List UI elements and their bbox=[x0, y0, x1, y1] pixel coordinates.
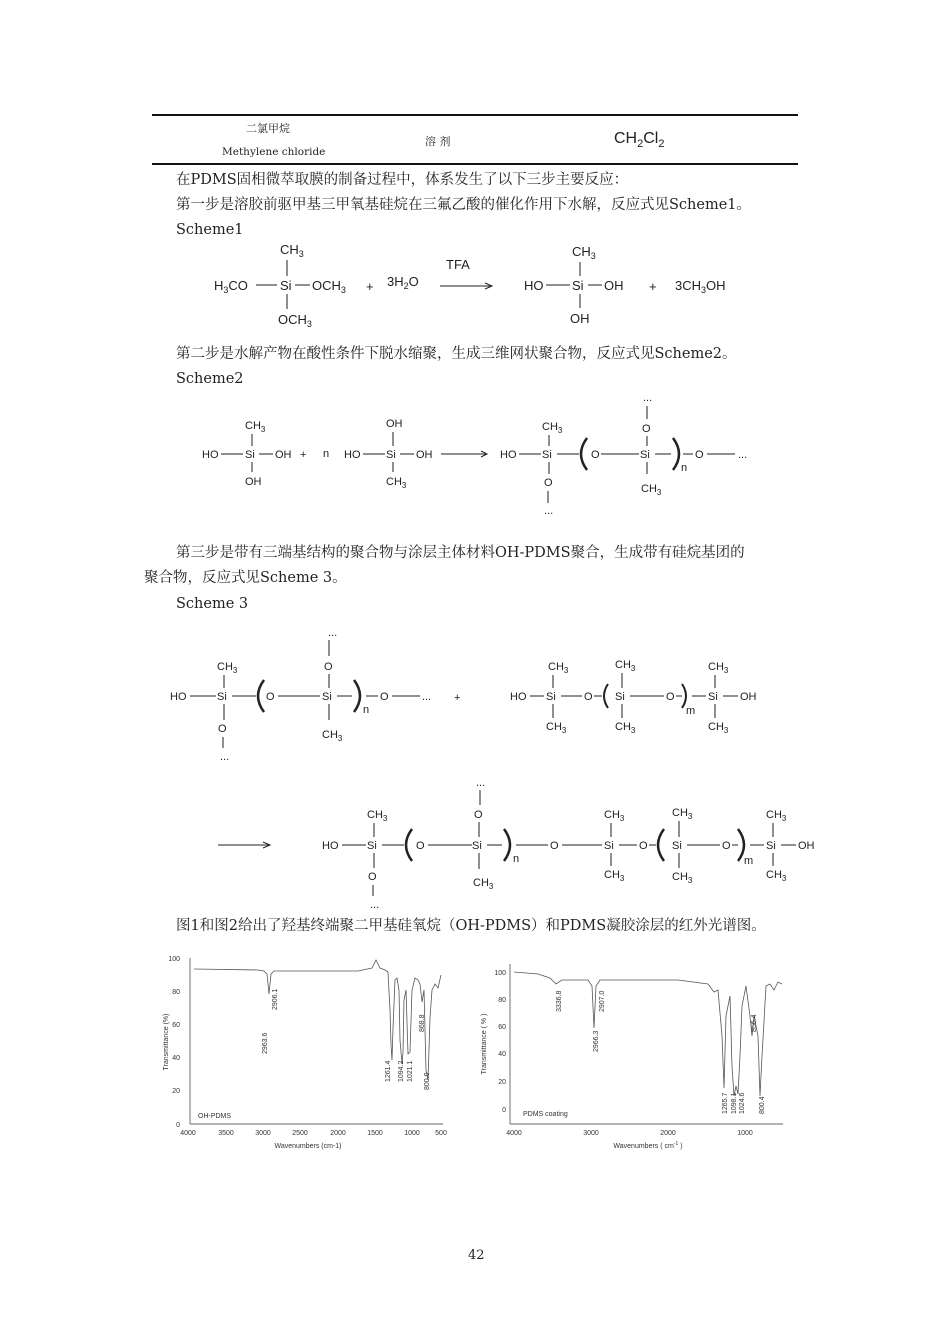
s1-plus-2: + bbox=[649, 279, 657, 294]
s1-oh-right-prod: OH bbox=[604, 278, 624, 293]
solvent-name-en: Methylene chloride bbox=[222, 146, 326, 158]
spec2-ytick-40: 40 bbox=[498, 1051, 506, 1058]
paragraph-step1: 第一步是溶胶前驱甲基三甲氧基硅烷在三氟乙酸的催化作用下水解，反应式见Scheme1。 bbox=[176, 197, 752, 213]
s3-o-chain-r1: O bbox=[266, 691, 275, 703]
s3-ch3-r2b-top: $CH_3$ bbox=[615, 659, 636, 673]
spec2-peak-2966: 2966.3 bbox=[593, 1030, 600, 1052]
ir-spectrum-pdms-coating bbox=[478, 956, 790, 1156]
s2-dots-end: ... bbox=[738, 449, 748, 461]
s3-ch3-p4-top: $CH_3$ bbox=[672, 807, 693, 821]
s2-ho-prod: HO bbox=[500, 449, 517, 461]
s1-h3co: $H_3CO$ bbox=[214, 278, 248, 295]
s2-n-coef: n bbox=[323, 448, 330, 460]
s3-ho-r1: HO bbox=[170, 691, 187, 703]
s3-n-p: n bbox=[513, 853, 520, 865]
paragraph-step2: 第二步是水解产物在酸性条件下脱水缩聚，生成三维网状聚合物，反应式见Scheme2。 bbox=[176, 346, 737, 362]
s3-dots-r1-bottom: ... bbox=[220, 751, 230, 763]
s3-si-p5: Si bbox=[766, 840, 776, 852]
s3-ch3-r2b-bottom: $CH_3$ bbox=[615, 721, 636, 735]
spec1-xtick-2500: 2500 bbox=[292, 1130, 308, 1137]
table-bottom-rule bbox=[152, 163, 798, 165]
s3-si-p1: Si bbox=[367, 840, 377, 852]
s3-ch3-r2a-top: $CH_3$ bbox=[548, 661, 569, 675]
spec1-xlabel: Wavenumbers (cm-1) bbox=[274, 1143, 342, 1150]
spec1-xtick-1000: 1000 bbox=[404, 1130, 420, 1137]
spec1-peak-2906: 2906.1 bbox=[272, 988, 279, 1010]
s2-ho-b: HO bbox=[344, 449, 361, 461]
paragraph-step3-line1: 第三步是带有三端基结构的聚合物与涂层主体材料OH-PDMS聚合，生成带有硅烷基团的 bbox=[176, 545, 745, 561]
s3-ho-r2: HO bbox=[510, 691, 527, 703]
spec2-trace bbox=[514, 972, 782, 1096]
s3-o-r2a: O bbox=[584, 691, 593, 703]
s3-si-r1b: Si bbox=[322, 691, 332, 703]
paragraph-intro: 在PDMS固相微萃取膜的制备过程中，体系发生了以下三步主要反应： bbox=[176, 172, 629, 188]
spec1-ytick-0: 0 bbox=[176, 1122, 180, 1129]
s3-o-r1: O bbox=[218, 723, 227, 735]
scheme2-label: Scheme2 bbox=[176, 371, 244, 387]
solvent-formula: $CH_2Cl_2$ bbox=[614, 130, 665, 151]
scheme3-label: Scheme 3 bbox=[176, 596, 249, 612]
spec1-peak-1261: 1261.4 bbox=[385, 1060, 392, 1082]
scheme1-diagram bbox=[200, 234, 760, 334]
spec1-ytick-20: 20 bbox=[172, 1088, 180, 1095]
s2-si-prod-1: Si bbox=[542, 449, 552, 461]
table-top-rule bbox=[152, 114, 798, 116]
spec2-peak-2907: 2907.0 bbox=[599, 990, 606, 1012]
s3-o-up-p: O bbox=[474, 809, 483, 821]
spec2-peak-1265: 1265.7 bbox=[722, 1092, 729, 1114]
s1-och3-bottom: $OCH_3$ bbox=[278, 312, 312, 329]
s3-si-r2a: Si bbox=[546, 691, 556, 703]
s2-o-chain: O bbox=[591, 449, 600, 461]
s1-ch3-prod: $CH_3$ bbox=[572, 244, 596, 261]
spec1-ytick-100: 100 bbox=[168, 956, 180, 963]
s1-ch3-top: $CH_3$ bbox=[280, 242, 304, 259]
s3-oh-p: OH bbox=[798, 840, 815, 852]
s1-methanol: $3CH_3OH$ bbox=[675, 278, 726, 295]
s3-ch3-r2c-bottom: $CH_3$ bbox=[708, 721, 729, 735]
spec1-xtick-3000: 3000 bbox=[255, 1130, 271, 1137]
s2-ch3-prod-2: $CH_3$ bbox=[641, 483, 662, 497]
s3-ch3-p4-bottom: $CH_3$ bbox=[672, 871, 693, 885]
spec1-xtick-2000: 2000 bbox=[330, 1130, 346, 1137]
s3-o-link-p: O bbox=[550, 840, 559, 852]
s2-plus: + bbox=[300, 449, 307, 461]
s2-dots-2: ... bbox=[643, 392, 653, 404]
s2-o-prod-1: O bbox=[544, 477, 553, 489]
spec1-peak-868: 868.8 bbox=[419, 1014, 426, 1032]
s3-ch3-r2c-top: $CH_3$ bbox=[708, 661, 729, 675]
spec2-label: PDMS coating bbox=[523, 1111, 568, 1118]
spec1-xtick-3500: 3500 bbox=[218, 1130, 234, 1137]
spec1-peak-1021: 1021.1 bbox=[407, 1060, 414, 1082]
s2-dots-1: ... bbox=[544, 505, 554, 517]
s2-ch3-a: $CH_3$ bbox=[245, 420, 266, 434]
s3-o-end-r1: O bbox=[380, 691, 389, 703]
s2-ch3-prod: $CH_3$ bbox=[542, 421, 563, 435]
s3-dots-r1-top: ... bbox=[328, 627, 338, 639]
s3-ho-p: HO bbox=[322, 840, 339, 852]
spec1-peak-800: 800.0 bbox=[424, 1072, 431, 1090]
spec1-ytick-40: 40 bbox=[172, 1055, 180, 1062]
s1-si-prod: Si bbox=[572, 278, 584, 293]
s2-oh-b-top: OH bbox=[386, 418, 403, 430]
s3-dots-p1: ... bbox=[370, 899, 380, 911]
s2-bracket-left bbox=[581, 438, 587, 470]
s3-o-up-r1: O bbox=[324, 661, 333, 673]
spec1-ytick-60: 60 bbox=[172, 1022, 180, 1029]
spec2-ytick-60: 60 bbox=[498, 1024, 506, 1031]
spec2-xtick-4000: 4000 bbox=[506, 1130, 522, 1137]
s1-plus-1: + bbox=[366, 279, 374, 294]
paragraph-figures: 图1和图2给出了羟基终端聚二甲基硅氧烷（OH-PDMS）和PDMS凝胶涂层的红外光谱图。 bbox=[176, 918, 766, 934]
scheme3-diagram bbox=[160, 624, 830, 914]
s3-o-p4: O bbox=[639, 840, 648, 852]
s2-si-prod-2: Si bbox=[640, 449, 650, 461]
s3-ch3-p1: $CH_3$ bbox=[367, 809, 388, 823]
s1-si-left: Si bbox=[280, 278, 292, 293]
scheme1-label: Scheme1 bbox=[176, 222, 244, 238]
s2-ch3-b: $CH_3$ bbox=[386, 476, 407, 490]
spec1-label: OH-PDMS bbox=[198, 1113, 232, 1120]
s2-o-up: O bbox=[642, 423, 651, 435]
s3-dots-r1-end: ... bbox=[422, 691, 432, 703]
s3-si-p3: Si bbox=[604, 840, 614, 852]
spec1-xtick-1500: 1500 bbox=[367, 1130, 383, 1137]
page-number: 42 bbox=[468, 1248, 485, 1263]
s3-bracket-left-r1 bbox=[258, 680, 264, 712]
scheme2-diagram bbox=[195, 392, 765, 520]
spec2-xtick-2000: 2000 bbox=[660, 1130, 676, 1137]
s3-ch3-p3-top: $CH_3$ bbox=[604, 809, 625, 823]
spec1-xtick-500: 500 bbox=[435, 1130, 447, 1137]
s3-m-p: m bbox=[744, 855, 754, 867]
s3-bracket-left-r2 bbox=[604, 684, 608, 708]
s3-o-r2b: O bbox=[666, 691, 675, 703]
s3-dots-p2: ... bbox=[476, 777, 486, 789]
s3-n-r1: n bbox=[363, 704, 370, 716]
s1-ho-prod: HO bbox=[524, 278, 544, 293]
s3-o-chain-p: O bbox=[416, 840, 425, 852]
paragraph-step3-line2: 聚合物，反应式见Scheme 3。 bbox=[144, 570, 347, 586]
solvent-name-cn: 二氯甲烷 bbox=[246, 122, 290, 135]
s1-oh-bottom-prod: OH bbox=[570, 311, 590, 326]
s3-oh-r2: OH bbox=[740, 691, 757, 703]
s2-si-a: Si bbox=[245, 449, 255, 461]
spec2-ylabel: Transmittance ( % ) bbox=[481, 1013, 488, 1075]
solvent-role: 溶 剂 bbox=[425, 135, 451, 148]
s2-n-subscript: n bbox=[681, 462, 688, 474]
spec2-xtick-1000: 1000 bbox=[737, 1130, 753, 1137]
spec1-peak-2963: 2963.6 bbox=[262, 1032, 269, 1054]
s3-ch3-r1: $CH_3$ bbox=[217, 661, 238, 675]
s3-bracket-left-p2 bbox=[658, 829, 664, 861]
s3-m-r2: m bbox=[686, 705, 696, 717]
s3-o-p1: O bbox=[368, 871, 377, 883]
spec1-xtick-4000: 4000 bbox=[180, 1130, 196, 1137]
s3-si-r2c: Si bbox=[708, 691, 718, 703]
s3-bracket-right-r1 bbox=[354, 680, 360, 712]
spec2-ytick-100: 100 bbox=[494, 970, 506, 977]
spec2-ytick-80: 80 bbox=[498, 997, 506, 1004]
s2-oh-b: OH bbox=[416, 449, 433, 461]
spec1-peak-1094: 1094.2 bbox=[398, 1060, 405, 1082]
spec2-ytick-0: 0 bbox=[502, 1107, 506, 1114]
s3-bracket-left-p1 bbox=[406, 829, 412, 861]
s3-ch3-p5-top: $CH_3$ bbox=[766, 809, 787, 823]
spec2-xtick-3000: 3000 bbox=[583, 1130, 599, 1137]
spec2-peak-1098: 1098.1 bbox=[731, 1092, 738, 1114]
s3-si-p2: Si bbox=[472, 840, 482, 852]
s3-o-p5: O bbox=[722, 840, 731, 852]
s3-si-p4: Si bbox=[672, 840, 682, 852]
s3-ch3-p5-bottom: $CH_3$ bbox=[766, 869, 787, 883]
s2-oh-a: OH bbox=[275, 449, 292, 461]
spec2-peak-3336: 3336.8 bbox=[556, 990, 563, 1012]
ir-spectrum-oh-pdms bbox=[158, 950, 450, 1158]
s1-och3-right: $OCH_3$ bbox=[312, 278, 346, 295]
s2-oh-a-bottom: OH bbox=[245, 476, 262, 488]
s3-ch3-p2: $CH_3$ bbox=[473, 877, 494, 891]
spec2-ytick-20: 20 bbox=[498, 1079, 506, 1086]
spec1-ytick-80: 80 bbox=[172, 989, 180, 996]
s3-ch3-r1b: $CH_3$ bbox=[322, 729, 343, 743]
s1-catalyst: TFA bbox=[446, 257, 470, 272]
spec2-peak-856: 856.4 bbox=[751, 1014, 758, 1032]
spec2-peak-1024: 1024.6 bbox=[739, 1092, 746, 1114]
s3-plus: + bbox=[454, 692, 461, 704]
spec2-xlabel: Wavenumbers ( $cm^{-1}$ ) bbox=[613, 1141, 683, 1150]
s3-ch3-r2a-bottom: $CH_3$ bbox=[546, 721, 567, 735]
s2-ho-a: HO bbox=[202, 449, 219, 461]
s3-ch3-p3-bottom: $CH_3$ bbox=[604, 869, 625, 883]
s1-water: $3H_2O$ bbox=[387, 274, 419, 291]
s2-bracket-right bbox=[673, 438, 679, 470]
s3-si-r2b: Si bbox=[615, 691, 625, 703]
s2-o-end: O bbox=[695, 449, 704, 461]
s2-si-b: Si bbox=[386, 449, 396, 461]
s3-si-r1: Si bbox=[217, 691, 227, 703]
s3-bracket-right-p1 bbox=[504, 829, 510, 861]
spec1-ylabel: Transmittance (%) bbox=[163, 1013, 170, 1071]
spec2-peak-800: 800.4 bbox=[759, 1096, 766, 1114]
